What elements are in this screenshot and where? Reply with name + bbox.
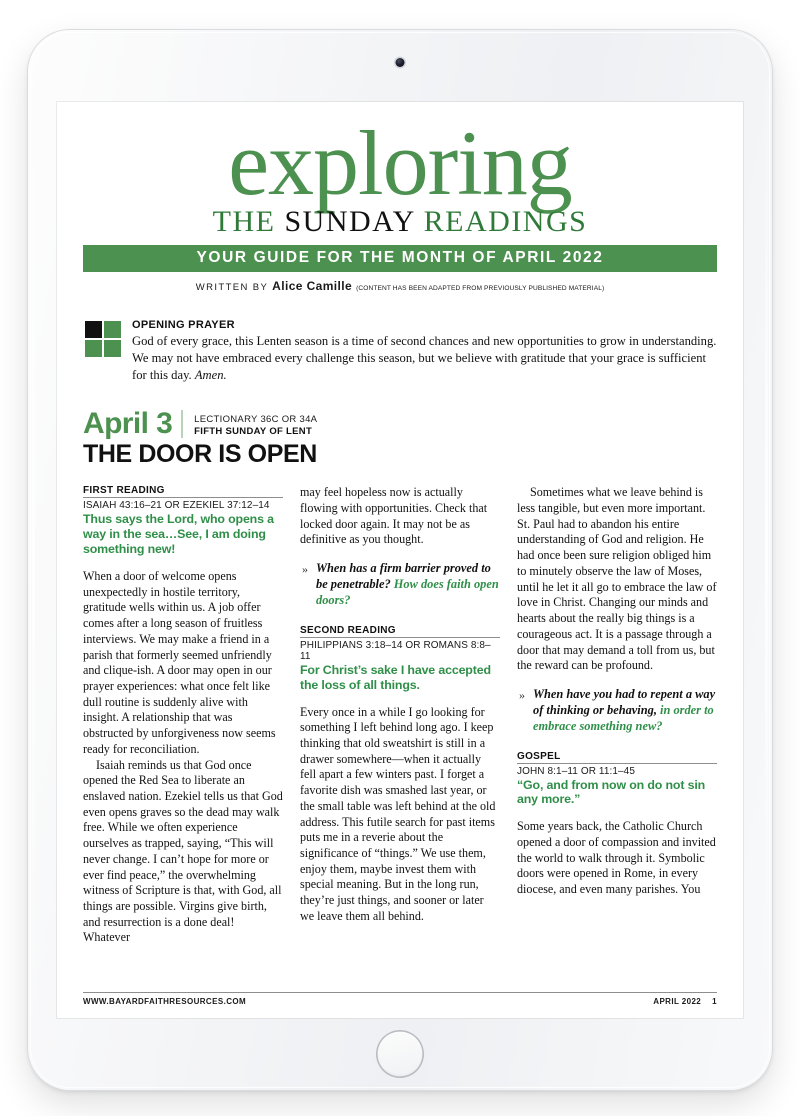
- opening-prayer-paragraph: God of every grace, this Lenten season is a time of second chances and new opportunities to grow in understanding. We may not have embraced every challenge this season, but we believe with gratitude that your grace is sufficient for this day.: [132, 334, 717, 382]
- article-columns: [83, 485, 717, 945]
- byline-note: (CONTENT HAS BEEN ADAPTED FROM PREVIOUSLY PUBLISHED MATERIAL): [356, 285, 605, 293]
- opening-prayer-title: OPENING PRAYER: [132, 319, 235, 332]
- tablet-screen[interactable]: [57, 102, 743, 1018]
- reflection-question-one-text: [316, 561, 500, 609]
- second-reading-paragraph: Every once in a while I go looking for something I left behind long ago. I keep thinking that old sweatshirt is still in a drawer somewhere—when it actually fell apart a few winters past. I forget a favorite dish was smashed last year, or the small table was left behind at the old address. This futile search for past items puts me in a reverie about the significance of “things.” We use them, enjoy them, maybe invest them with special meaning. But in the long run, they’re just things, and sooner or later we leave them all behind.: [300, 704, 496, 923]
- reflection-one-black: When has a firm barrier proved to be penetrable?: [316, 561, 491, 592]
- grid-cell-top-left: [85, 321, 102, 338]
- byline: [83, 279, 717, 293]
- opening-prayer-block: [83, 319, 717, 383]
- lectionary-reference: LECTIONARY 36C OR 34A: [194, 414, 318, 426]
- gospel-quote: “Go, and from now on do not sin any more.”: [517, 777, 706, 807]
- reflection-two-black: When have you had to repent a way of thinking or behaving,: [533, 686, 716, 717]
- opening-prayer-body: [132, 319, 717, 383]
- grid-cell-top-right: [104, 321, 121, 338]
- subtitle-readings: READINGS: [423, 205, 588, 239]
- document-page: [57, 102, 743, 1018]
- subtitle-the: THE: [212, 205, 276, 239]
- reading-date: April 3: [83, 407, 173, 441]
- column-two: [300, 485, 500, 946]
- first-reading-paragraph-2: Isaiah reminds us that God once opened the Red Sea to liberate an enslaved nation. Ezekiel tells us that God even opens graves so the dead may walk free. While we often experience ourselves as trapped, saying, “This will never change. I can’t hope for more or ever find peace,” the overwhelming witness of Scripture is that, with God, all things are possible. Virgins give birth, and resurrection is a done deal! Whatever: [83, 757, 283, 945]
- home-button[interactable]: [376, 1030, 424, 1078]
- first-reading-quote: Thus says the Lord, who opens a way in the sea…See, I am doing something new!: [83, 512, 274, 557]
- publication-subtitle: [83, 205, 717, 239]
- page-footer: [83, 992, 717, 1006]
- second-reading-label: SECOND READING: [300, 625, 500, 638]
- date-heading-block: [83, 409, 717, 439]
- date-divider: [181, 410, 183, 438]
- date-meta: [194, 414, 317, 439]
- column-two-continuation: may feel hopeless now is actually flowing with opportunities. Check that locked door again. It may not be as definitive as you thought.: [300, 485, 488, 547]
- column-one: [83, 485, 283, 946]
- issue-banner: YOUR GUIDE FOR THE MONTH OF APRIL 2022: [83, 245, 717, 272]
- gospel-label: GOSPEL: [517, 751, 717, 764]
- front-camera-icon: [396, 58, 405, 67]
- reflection-question-two: [517, 687, 717, 735]
- first-reading-header: [83, 485, 283, 557]
- first-reading-label: FIRST READING: [83, 485, 283, 498]
- reflection-question-two-text: [533, 687, 717, 735]
- reflection-two-green: in order to embrace something new?: [533, 702, 714, 733]
- footer-page-number: 1: [712, 997, 717, 1006]
- footer-right: [653, 997, 717, 1006]
- masthead: [83, 112, 717, 294]
- feast-name: FIFTH SUNDAY OF LENT: [194, 426, 313, 438]
- tablet-device: [28, 30, 772, 1090]
- gospel-citation: JOHN 8:1–11 OR 11:1–45: [517, 765, 636, 777]
- gospel-header: [517, 751, 717, 808]
- bezel-highlight-left: [32, 58, 35, 1018]
- column-three: [517, 485, 717, 946]
- second-reading-header: [300, 625, 500, 693]
- footer-issue-date: APRIL 2022: [653, 997, 702, 1006]
- second-reading-quote: For Christ’s sake I have accepted the loss of all things.: [300, 662, 491, 692]
- byline-author: Alice Camille: [272, 279, 353, 294]
- page-title: THE DOOR IS OPEN: [83, 440, 317, 469]
- footer-website[interactable]: WWW.BAYARDFAITHRESOURCES.COM: [83, 997, 247, 1006]
- reflection-bullet-icon: »: [302, 562, 308, 577]
- first-reading-citation: ISAIAH 43:16–21 OR EZEKIEL 37:12–14: [83, 500, 270, 512]
- opening-prayer-amen: Amen.: [194, 367, 227, 382]
- second-reading-citation: PHILIPPIANS 3:18–14 OR ROMANS 8:8–11: [300, 639, 491, 662]
- opening-prayer-text: [132, 333, 717, 383]
- reflection-question-one: [300, 561, 500, 609]
- column-three-paragraph-2: Some years back, the Catholic Church opened a door of compassion and invited the world to walk through it. Symbolic doors were opened in Rome, in every diocese, and even many parishes. You: [517, 819, 716, 897]
- grid-cell-bottom-right: [104, 340, 121, 357]
- reflection-one-green: How does faith open doors?: [316, 577, 499, 607]
- first-reading-paragraph-1: When a door of welcome opens unexpectedly in hostile territory, gratitude wells within us. A job offer comes after a long season of fruitless interviews. We may make a friend in a parish that formerly seemed unfriendly and clique-ish. A door may open in our prayer experiences: what once felt like dull routine is suddenly alive with insight. A relationship that was obstructed by unforgiveness now seems ready for reconciliation.: [83, 568, 276, 756]
- publication-wordmark: exploring: [228, 112, 572, 214]
- reflection-bullet-icon: »: [519, 687, 525, 702]
- four-square-grid-icon: [85, 321, 121, 357]
- grid-cell-bottom-left: [85, 340, 102, 357]
- bezel-highlight-right: [765, 58, 768, 1018]
- subtitle-sunday: SUNDAY: [284, 205, 415, 239]
- column-three-paragraph-1: Sometimes what we leave behind is less tangible, but even more important. St. Paul had to abandon his entire understanding of God and religion. He had once been sure religion obliged him to minutely observe the law of Moses, until he let it all go to embrace the law of love in Christ. Changing our minds and hearts about the really big things is a courageous act. It is a passage through a door that may demand a toll from us, but the reward can be profound.: [517, 485, 717, 673]
- byline-prefix: WRITTEN BY: [195, 282, 269, 294]
